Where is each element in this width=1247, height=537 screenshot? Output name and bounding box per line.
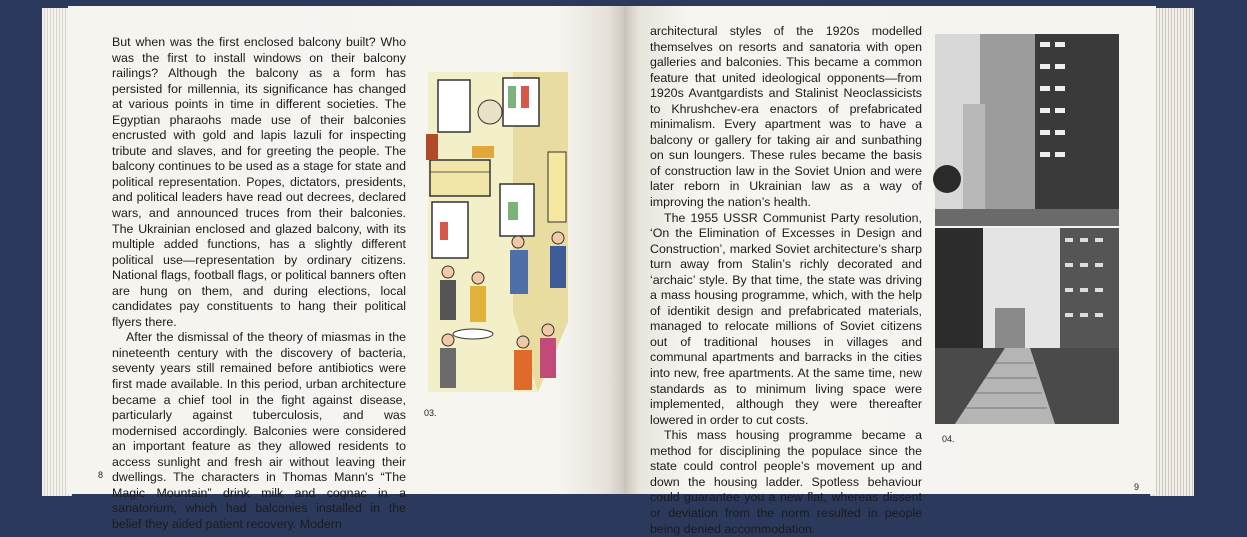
illustration-caption: 03.	[424, 408, 437, 418]
right-paragraph-1: architectural styles of the 1920s modelled themselves on resorts and sanatoria with open galleries and balconies. This became a common feature that united ideological opponents—from 1920s Avantgardists and Stalinist Neoclassicists to Khrushchev-era enactors of prefabricated minimalism. Every apartment was to have a balcony or gallery for taking air and sunbathing on sun loungers. These rules became the basis of construction law in the Soviet Union and were later reborn in Ukrainian law as a way of improving the nation’s health.	[650, 24, 922, 210]
page-number-right: 9	[1134, 482, 1140, 492]
right-page	[624, 6, 1156, 536]
photo-caption: 04.	[942, 434, 955, 444]
balcony-illustration-icon	[418, 72, 568, 400]
housing-photo-bottom-icon	[935, 228, 1119, 424]
left-paragraph-1: But when was the first enclosed balcony built? Who was the first to install windows on their balcony railings? Although the balcony as a form has persisted for millennia, its significance has changed at various points in time in different societies. The Egyptian pharaohs made use of their balconies encrusted with gold and lapis lazuli for inspecting tribute and slaves, and for greeting the people. The balcony continues to be used as a stage for state and political representation. Popes, dictators, presidents, and political leaders have read out decrees, declared wars, and announced truces from their balconies. The Ukrainian enclosed and glazed balcony, with its multiple added functions, has a slightly different political use—representation by ordinary citizens. National flags, football flags, or political banners often are hung on them, and during elections, local candidates pay constituents to hang their political flyers there.	[112, 35, 406, 329]
book-edge-right	[1150, 8, 1194, 496]
left-paragraph-2: After the dismissal of the theory of miasmas in the nineteenth century with the discovery of bacteria, seventy years still remained before antibiotics were first made available. In this period, urban architecture became a chief tool in the fight against disease, particularly against tuberculosis, and was modernised accordingly. Balconies were considered an important feature as they allowed residents to access sunlight and fresh air without leaving their dwellings. The characters in Thomas Mann's “The Magic Mountain” drink milk and cognac in a sanatorium, which had balconies installed in the belief they aided patient recovery. Modern	[112, 330, 406, 531]
housing-photo-top-icon	[935, 34, 1119, 226]
left-page	[68, 6, 624, 531]
right-paragraph-2: The 1955 USSR Communist Party resolution, ‘On the Elimination of Excesses in Design and Construction’, marked Soviet architecture’s sharp turn away from Stalin’s richly decorated and ‘archaic’ style. By that time, the state was driving a mass housing programme, which, with the help of identikit design and prefabricated materials, managed to relocate millions of Soviet citizens out of traditional houses in villages and communal apartments and barracks in the cities into new, free apartments. At the same time, new standards as to minimum living space were implemented, although they were thereafter lowered in order to cut costs.	[650, 210, 922, 427]
left-page-text	[112, 35, 406, 533]
page-number-left: 8	[98, 470, 104, 480]
right-paragraph-3: This mass housing programme became a method for disciplining the populace since the state could control people’s movement up and down the housing ladder. Spotless behaviour could guarantee you a new flat, whereas dissent or deviation from the norm resulted in people being denied accommodation.	[650, 428, 922, 536]
right-page-text	[650, 24, 922, 537]
